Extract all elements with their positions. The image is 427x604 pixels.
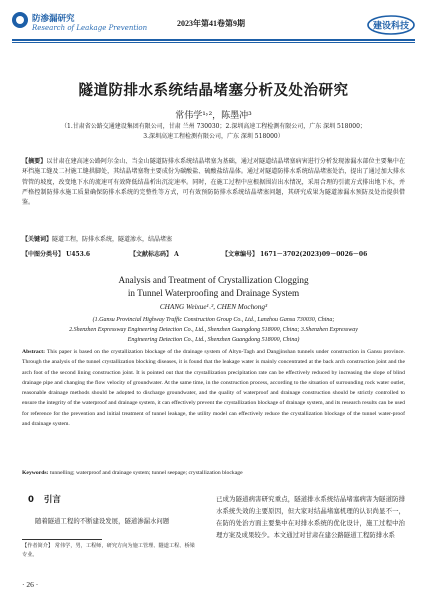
- affiliation-line: （1.甘肃省公路交通建设集团有限公司，甘肃 兰州 730030；2.深圳高速工程检测有限公司，广东 深圳 518000；: [61, 123, 366, 130]
- section-number: 0: [28, 495, 34, 505]
- affiliations-en: [30, 315, 397, 345]
- section-heading-intro: [22, 493, 200, 505]
- affiliation-en-line: 2.Shenzhen Expressway Engineering Detection Co., Ltd., Shenzhen Guangdong 518000, China; 3.Shenzhen Expressway: [69, 327, 358, 333]
- article-title-en: [0, 274, 427, 300]
- journal-header: [12, 8, 415, 50]
- svg-text:建设科技: 建设科技: [372, 21, 410, 32]
- keywords-label-en: Keywords:: [22, 470, 49, 476]
- keywords-label-cn: 【关键词】: [22, 236, 53, 243]
- footnote-divider: [22, 539, 102, 540]
- page-number: · 26 ·: [22, 580, 39, 589]
- affiliation-line: 3.深圳高速工程检测有限公司，广东 深圳 518000）: [143, 133, 284, 140]
- affiliation-en-line: Engineering Detection Co., Ltd., Shenzhen Guangdong 518000, China): [127, 337, 300, 343]
- brand-logo-icon: [367, 14, 415, 36]
- affiliations-cn: [40, 122, 387, 142]
- keywords-en: [22, 470, 405, 476]
- keywords-text-cn: 隧道工程，防排水系统，隧道渗水，结晶堵塞: [52, 236, 173, 243]
- abstract-label-cn: 【摘要】: [22, 158, 47, 165]
- issue-info: 2023年第41卷第9期: [177, 19, 245, 28]
- body-column-left: [22, 493, 200, 527]
- abstract-label-en: Abstract:: [22, 349, 46, 355]
- title-en-line: Analysis and Treatment of Crystallization Clogging: [118, 275, 309, 285]
- keywords-cn: [22, 234, 405, 243]
- affiliation-en-line: (1.Gansu Provincial Highway Traffic Construction Group Co., Ltd., Lanzhou Gansu 730030, China;: [92, 317, 335, 323]
- document-code: 【文献标志码】 A: [130, 251, 179, 258]
- author-footnote: 【作者简介】 常伟学，男，工程师，研究方向为施工管理、隧道工程、桥梁专业。: [22, 543, 195, 558]
- authors-en: CHANG Weixue¹˒², CHEN Mochong³: [159, 303, 268, 311]
- abstract-text-en: This paper is based on the crystallization blockage of the drainage system of Altyn-Tagh and Dangjinshan tunnels under construction in Gansu province. Through the analysis of the tunnel crystallization blocking diseases, it is found that the leakage water is mainly concentrated at the back arch construction joint and the arch foot of the second lining construction joint. It is pointed out that the crystallization precipitation rate can be effectively reduced by increasing the slope of blind drainage pipe and changing the flow velocity of groundwater. At the same time, in the construction process, according to the situation of surrounding rock water outlet, reasonable drainage methods should be adopted to discharge groundwater, and the quality of waterproof and drainage construction should be strictly controlled to ensure the integrity of the waterproof and drainage system, it can effectively prevent the crystallization blockage of drainage system, and its research results can be used for reference for the prevention and initial treatment of tunnel leakage, the utility model can effectively reduce the crystallization blockage of the tunnel water-proof and drainage system.: [22, 349, 405, 428]
- journal-name-en: Research of Leakage Prevention: [32, 24, 148, 32]
- section-title: 引言: [43, 495, 61, 505]
- abstract-cn: [22, 157, 405, 208]
- title-en-line: in Tunnel Waterproofing and Drainage System: [127, 288, 300, 298]
- article-number: 【文章编号】 1671－3702(2023)09－0026－06: [222, 251, 368, 258]
- abstract-en: [22, 347, 405, 429]
- abstract-text-cn: 以甘肃在建高速公路阿尔金山、当金山隧道防排水系统结晶堵塞为基础，通过对隧道结晶堵塞病害进行分析发现渗漏水部位主要集中在环挡施工缝及二衬施工缝拱脚处，其结晶堵塞物主要成份为碳酸盐、硫酸盐结晶体。通过对隧道防排水系统结晶堵塞处治，提出了通过加大排水管管的坡度，改变地下水的流速可有效降低结晶析出沉淀速率。同时，在施工过程中应根据围岩出水情况，采用合理的引流方式排出地下水，并严格控制防排水施工质量确保防排水系统的完整性等方式，可有效预防防排水系统结晶堵塞问题，其研究成果为隧道渗漏水预防及处治提供借鉴。: [22, 158, 405, 207]
- article-title-cn: 隧道防排水系统结晶堵塞分析及处治研究: [78, 83, 349, 99]
- keywords-text-en: tunnelling; waterproof and drainage system; tunnel seepage; crystallization blockage: [49, 470, 243, 476]
- header-divider-thin: [12, 42, 415, 43]
- journal-logo-icon: [12, 12, 28, 28]
- intro-paragraph-start: 随着隧道工程的不断建设发展，隧道渗漏水问题: [35, 517, 170, 525]
- authors-cn: 常伟学¹˒²，陈墨冲³: [175, 111, 252, 121]
- body-column-right: 已成为隧道病害研究重点，隧道排水系统结晶堵塞病害为隧道防排水系统失效的主要原因，但大家对结晶堵塞机理的认识尚显不一，在防的处治方面主要集中在对排水系统的优化设计，施工过程中治理方案及成果较少。本文通过对甘肃在建公路隧道工程防排水系: [216, 495, 405, 539]
- header-divider: [12, 39, 415, 41]
- journal-name-cn: 防渗漏研究: [32, 14, 75, 24]
- clc-number: 【中图分类号】 U453.6: [22, 251, 91, 258]
